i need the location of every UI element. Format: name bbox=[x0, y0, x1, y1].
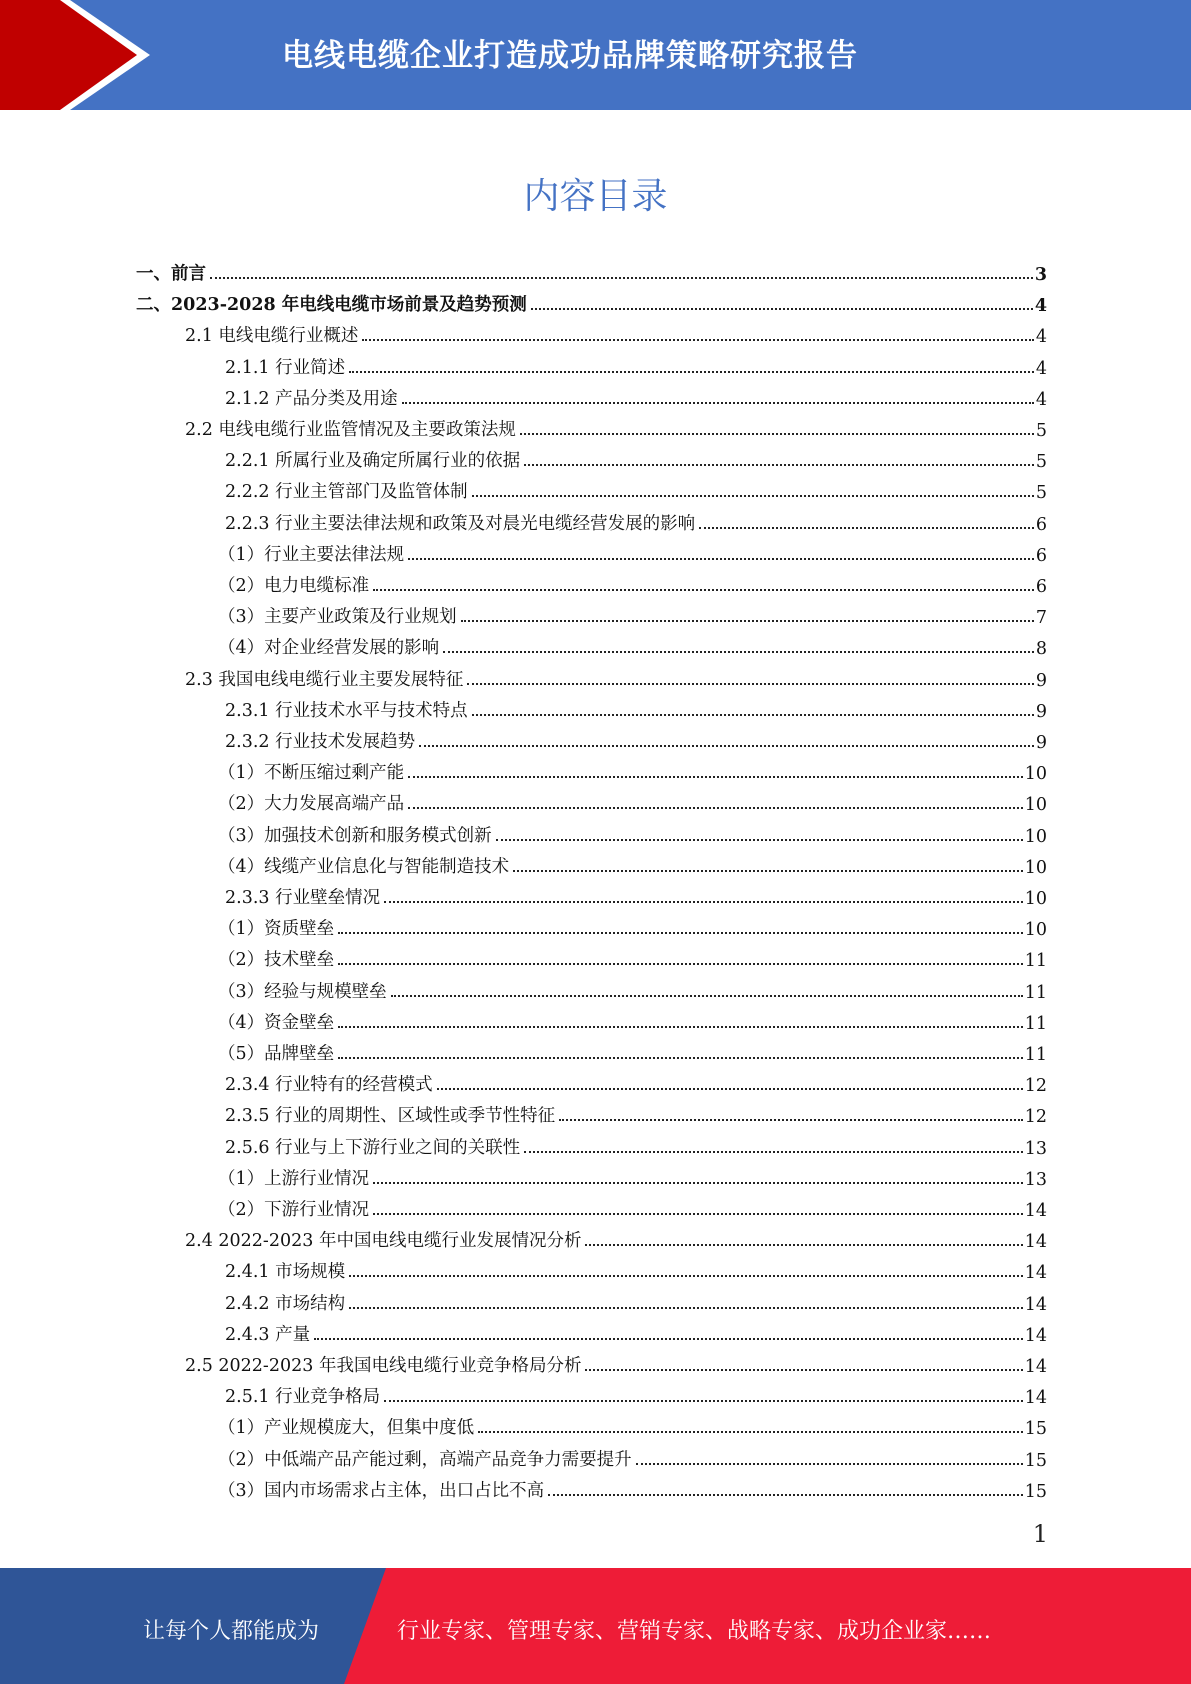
footer-slogan-right: 行业专家、管理专家、营销专家、战略专家、成功企业家…… bbox=[397, 1619, 992, 1644]
toc-leader-dots bbox=[585, 1244, 1022, 1246]
toc-page-number: 10 bbox=[1024, 764, 1047, 785]
toc-page-number: 10 bbox=[1024, 889, 1047, 909]
toc-page-number: 14 bbox=[1024, 1232, 1047, 1253]
toc-leader-dots bbox=[461, 620, 1034, 622]
toc-page-number: 15 bbox=[1024, 1450, 1047, 1471]
toc-entry-text: 2.4.2 市场结构 bbox=[225, 1293, 346, 1314]
toc-entry[interactable] bbox=[225, 1284, 1047, 1315]
toc-entry-text: （1）产业规模庞大，但集中度低 bbox=[218, 1418, 475, 1439]
toc-entry-text: 2.3.5 行业的周期性、区域性或季节性特征 bbox=[225, 1106, 556, 1127]
toc-entry[interactable] bbox=[225, 1377, 1047, 1408]
footer-slogan-left: 让每个人都能成为 bbox=[143, 1619, 320, 1644]
page-header bbox=[0, 0, 1191, 110]
toc-entry[interactable] bbox=[225, 1315, 1047, 1346]
toc-entry[interactable] bbox=[225, 722, 1047, 753]
toc-page-number: 10 bbox=[1024, 857, 1047, 878]
toc-page-number: 12 bbox=[1024, 1076, 1047, 1097]
toc-entry[interactable] bbox=[225, 348, 1047, 379]
toc-leader-dots bbox=[559, 1119, 1023, 1121]
toc-leader-dots bbox=[314, 1338, 1023, 1340]
toc-entry-text: （3）国内市场需求占主体，出口占比不高 bbox=[218, 1480, 545, 1501]
toc-leader-dots bbox=[338, 932, 1023, 934]
toc-page-number: 6 bbox=[1035, 514, 1047, 535]
toc-leader-dots bbox=[524, 464, 1034, 466]
toc-entry-text: 2.1 电线电缆行业概述 bbox=[185, 326, 359, 347]
toc-entry[interactable] bbox=[218, 909, 1047, 940]
toc-leader-dots bbox=[408, 807, 1023, 809]
toc-entry-text: 2.2 电线电缆行业监管情况及主要政策法规 bbox=[185, 420, 516, 440]
toc-entry-text: 2.3.2 行业技术发展趋势 bbox=[225, 732, 416, 752]
toc-page-number: 6 bbox=[1035, 577, 1047, 597]
toc-entry[interactable] bbox=[225, 691, 1047, 722]
report-title: 电线电缆企业打造成功品牌策略研究报告 bbox=[282, 38, 858, 74]
toc-entry[interactable] bbox=[225, 1128, 1047, 1159]
toc-entry[interactable] bbox=[218, 1408, 1047, 1439]
toc-page-number: 4 bbox=[1035, 327, 1047, 348]
toc-entry[interactable] bbox=[225, 1065, 1047, 1096]
toc-entry[interactable] bbox=[185, 660, 1047, 691]
toc-entry-text: 2.3.3 行业壁垒情况 bbox=[225, 888, 381, 908]
toc-entry[interactable] bbox=[225, 504, 1047, 535]
toc-page-number: 14 bbox=[1024, 1325, 1047, 1346]
toc-entry-text: 2.3.1 行业技术水平与技术特点 bbox=[225, 700, 468, 721]
toc-entry[interactable] bbox=[218, 753, 1047, 784]
toc-entry-text: （1）上游行业情况 bbox=[218, 1168, 370, 1189]
toc-page-number: 14 bbox=[1024, 1263, 1047, 1284]
toc-page-number: 13 bbox=[1024, 1169, 1047, 1190]
toc-entry[interactable] bbox=[218, 784, 1047, 815]
toc-page-number: 11 bbox=[1024, 982, 1047, 1003]
toc-entry[interactable] bbox=[225, 441, 1047, 472]
toc-leader-dots bbox=[699, 527, 1034, 529]
toc-entry-text: 2.5.1 行业竞争格局 bbox=[225, 1387, 381, 1408]
toc-entry-text: （4）对企业经营发展的影响 bbox=[218, 638, 440, 659]
toc-page-number: 9 bbox=[1035, 701, 1047, 722]
toc-entry-text: 2.2.1 所属行业及确定所属行业的依据 bbox=[225, 451, 521, 472]
toc-entry-text: （1）资质壁垒 bbox=[218, 919, 335, 940]
toc-entry-text: 2.1.1 行业简述 bbox=[225, 357, 346, 378]
toc-page-number: 14 bbox=[1024, 1294, 1047, 1315]
toc-entry-text: （1）行业主要法律法规 bbox=[218, 544, 405, 565]
toc-entry-text: （4）资金壁垒 bbox=[218, 1012, 335, 1033]
toc-leader-dots bbox=[349, 371, 1034, 373]
toc-entry[interactable] bbox=[218, 628, 1047, 659]
toc-entry-text: （2）电力电缆标准 bbox=[218, 576, 370, 596]
toc-page-number: 9 bbox=[1035, 670, 1047, 691]
toc-page-number: 4 bbox=[1035, 389, 1047, 410]
toc-entry[interactable] bbox=[185, 410, 1047, 441]
toc-page-number: 10 bbox=[1024, 920, 1047, 941]
toc-page-number: 14 bbox=[1024, 1357, 1047, 1377]
toc-leader-dots bbox=[408, 776, 1023, 778]
toc-entry-text: （2）技术壁垒 bbox=[218, 950, 335, 971]
toc-entry[interactable] bbox=[225, 878, 1047, 909]
toc-entry[interactable] bbox=[225, 472, 1047, 503]
toc-leader-dots bbox=[496, 839, 1023, 841]
toc-page-number: 9 bbox=[1035, 733, 1047, 753]
toc-page-number: 3 bbox=[1034, 265, 1047, 285]
toc-leader-dots bbox=[467, 683, 1033, 685]
toc-entry[interactable] bbox=[218, 1471, 1047, 1502]
toc-entry[interactable] bbox=[218, 816, 1047, 847]
toc-leader-dots bbox=[443, 651, 1034, 653]
toc-entry[interactable] bbox=[136, 285, 1047, 316]
toc-entry[interactable] bbox=[185, 316, 1047, 347]
toc-page-number: 10 bbox=[1024, 795, 1047, 816]
toc-entry-text: 2.5.6 行业与上下游行业之间的关联性 bbox=[225, 1137, 521, 1158]
toc-entry-text: （2）下游行业情况 bbox=[218, 1200, 370, 1220]
toc-entry[interactable] bbox=[218, 1190, 1047, 1221]
toc-leader-dots bbox=[585, 1369, 1022, 1371]
toc-leader-dots bbox=[362, 339, 1033, 341]
toc-entry-text: 2.5 2022-2023 年我国电线电缆行业竞争格局分析 bbox=[185, 1356, 582, 1376]
toc-page-number: 6 bbox=[1035, 545, 1047, 566]
toc-entry-text: 2.4 2022-2023 年中国电线电缆行业发展情况分析 bbox=[185, 1231, 582, 1252]
toc-leader-dots bbox=[373, 1213, 1023, 1215]
toc-leader-dots bbox=[548, 1494, 1023, 1496]
toc-entry-text: 2.2.3 行业主要法律法规和政策及对晨光电缆经营发展的影响 bbox=[225, 513, 696, 534]
toc-entry-text: 2.4.3 产量 bbox=[225, 1324, 311, 1345]
toc-page-number: 5 bbox=[1035, 421, 1047, 441]
toc-entry-text: 2.3 我国电线电缆行业主要发展特征 bbox=[185, 669, 464, 690]
toc-entry[interactable] bbox=[218, 940, 1047, 971]
toc-leader-dots bbox=[384, 901, 1023, 903]
toc-entry-text: （2）大力发展高端产品 bbox=[218, 794, 405, 815]
toc-page-number: 10 bbox=[1024, 826, 1047, 847]
toc-entry[interactable] bbox=[218, 1003, 1047, 1034]
toc-entry-text: （5）品牌壁垒 bbox=[218, 1044, 335, 1064]
toc-leader-dots bbox=[402, 402, 1034, 404]
page-footer bbox=[0, 1568, 1191, 1684]
toc-entry[interactable] bbox=[218, 847, 1047, 878]
toc-page-number: 4 bbox=[1034, 296, 1047, 317]
toc-page-number: 13 bbox=[1024, 1138, 1047, 1159]
toc-entry[interactable] bbox=[218, 535, 1047, 566]
toc-page-number: 5 bbox=[1035, 452, 1047, 473]
toc-entry-text: 一、前言 bbox=[136, 264, 206, 284]
toc-entry[interactable] bbox=[218, 1034, 1047, 1065]
toc-leader-dots bbox=[338, 1026, 1023, 1028]
toc-leader-dots bbox=[391, 995, 1023, 997]
toc-leader-dots bbox=[408, 558, 1034, 560]
toc-entry-text: （1）不断压缩过剩产能 bbox=[218, 763, 405, 784]
toc-page-number: 15 bbox=[1024, 1481, 1047, 1502]
toc-leader-dots bbox=[349, 1275, 1023, 1277]
toc-leader-dots bbox=[338, 963, 1023, 965]
toc-entry-text: （3）加强技术创新和服务模式创新 bbox=[218, 825, 492, 846]
toc-page-number: 8 bbox=[1035, 639, 1047, 660]
toc-page-number: 11 bbox=[1024, 1013, 1047, 1034]
toc-entry[interactable] bbox=[218, 1440, 1047, 1471]
toc-entry-text: 二、2023-2028 年电线电缆市场前景及趋势预测 bbox=[136, 295, 527, 316]
toc-leader-dots bbox=[513, 870, 1023, 872]
toc-page-number: 11 bbox=[1024, 951, 1047, 972]
toc-entry[interactable] bbox=[185, 1346, 1047, 1377]
toc-title: 内容目录 bbox=[523, 176, 668, 217]
toc-entry[interactable] bbox=[218, 1159, 1047, 1190]
toc-page-number: 4 bbox=[1035, 358, 1047, 379]
toc-entry-text: 2.2.2 行业主管部门及监管体制 bbox=[225, 482, 468, 503]
toc-leader-dots bbox=[636, 1463, 1023, 1465]
toc-leader-dots bbox=[349, 1307, 1023, 1309]
toc-entry-text: （2）中低端产品产能过剩，高端产品竞争力需要提升 bbox=[218, 1449, 632, 1470]
toc-entry[interactable] bbox=[225, 1252, 1047, 1283]
toc-leader-dots bbox=[373, 1182, 1023, 1184]
toc-leader-dots bbox=[472, 714, 1034, 716]
toc-entry-text: 2.1.2 产品分类及用途 bbox=[225, 388, 398, 409]
toc-leader-dots bbox=[419, 745, 1034, 747]
toc-page-number: 15 bbox=[1024, 1419, 1047, 1440]
toc-leader-dots bbox=[524, 1151, 1023, 1153]
toc-entry-text: （3）主要产业政策及行业规划 bbox=[218, 607, 457, 628]
toc-page-number: 5 bbox=[1035, 483, 1047, 504]
toc-leader-dots bbox=[531, 308, 1033, 310]
toc-leader-dots bbox=[520, 433, 1034, 435]
toc-entry-text: 2.3.4 行业特有的经营模式 bbox=[225, 1075, 433, 1096]
toc-page-number: 7 bbox=[1035, 608, 1047, 629]
toc-entry[interactable] bbox=[185, 1221, 1047, 1252]
toc-entry[interactable] bbox=[225, 1096, 1047, 1127]
header-chevron bbox=[0, 0, 140, 110]
page-number: 1 bbox=[1032, 1520, 1048, 1548]
toc-entry-text: （3）经验与规模壁垒 bbox=[218, 981, 387, 1002]
toc-leader-dots bbox=[472, 495, 1034, 497]
toc-page-number: 12 bbox=[1024, 1107, 1047, 1128]
toc-leader-dots bbox=[373, 589, 1034, 591]
toc-entry-text: （4）线缆产业信息化与智能制造技术 bbox=[218, 856, 510, 877]
toc-page-number: 14 bbox=[1024, 1201, 1047, 1221]
toc-entry[interactable] bbox=[218, 566, 1047, 597]
toc-leader-dots bbox=[210, 277, 1033, 279]
toc-entry[interactable] bbox=[218, 597, 1047, 628]
toc-leader-dots bbox=[384, 1400, 1023, 1402]
toc-page-number: 14 bbox=[1024, 1388, 1047, 1409]
toc-leader-dots bbox=[437, 1088, 1023, 1090]
toc-entry-text: 2.4.1 市场规模 bbox=[225, 1262, 346, 1283]
toc-entry[interactable] bbox=[136, 254, 1047, 285]
toc-entry[interactable] bbox=[225, 379, 1047, 410]
toc-page-number: 11 bbox=[1024, 1045, 1047, 1065]
toc-leader-dots bbox=[478, 1431, 1023, 1433]
toc-entry[interactable] bbox=[218, 972, 1047, 1003]
toc-leader-dots bbox=[338, 1057, 1023, 1059]
